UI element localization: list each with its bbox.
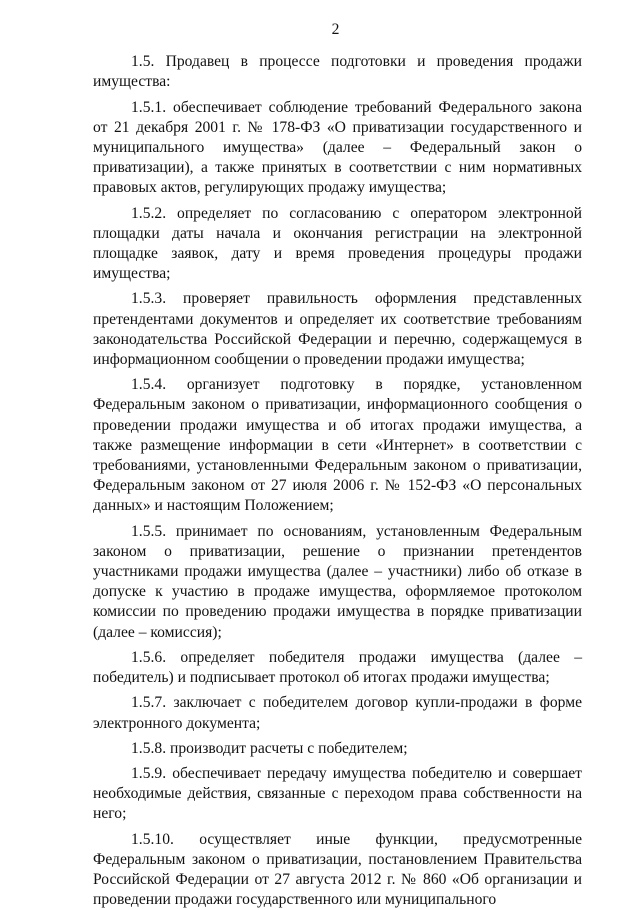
paragraph-1-5-4: 1.5.4. организует подготовку в порядке, установленном Федеральным законом о приватизации, информационного сообщения о проведении продажи имущества и об итогах продажи имущества, а также размещение информации в сети «Интернет» в соответствии с требованиями, установленными Федеральным законом о приватизации, Федеральным законом от 27 июля 2006 г. № 152-ФЗ «О персональных данных» и настоящим Положением; [93, 376, 582, 515]
paragraph-1-5-9: 1.5.9. обеспечивает передачу имущества победителю и совершает необходимые действия, связанные с переходом права собственности на него; [93, 764, 582, 823]
page-number: 2 [331, 21, 340, 38]
paragraph-1-5-1: 1.5.1. обеспечивает соблюдение требований Федерального закона от 21 декабря 2001 г. № 178-ФЗ «О приватизации государственного и муниципального имущества» (далее – Федеральный закон о приватизации), а также принятых в соответствии с ним нормативных правовых актов, регулирующих продажу имущества; [93, 98, 582, 197]
paragraph-1-5: 1.5. Продавец в процессе подготовки и проведения продажи имущества: [93, 53, 582, 91]
paragraph-1-5-5: 1.5.5. принимает по основаниям, установленным Федеральным законом о приватизации, решение о признании претендентов участниками продажи имущества (далее – участники) либо об отказе в допуске к участию в продаже имущества, оформляемое протоколом комиссии по проведению продажи имущества в порядке приватизации (далее – комиссия); [93, 522, 582, 641]
paragraph-1-5-10: 1.5.10. осуществляет иные функции, предусмотренные Федеральным законом о приватизации, постановлением Правительства Российской Федерации от 27 августа 2012 г. № 860 «Об организации и проведении продажи государственного или муниципального [93, 830, 582, 909]
paragraph-1-5-6: 1.5.6. определяет победителя продажи имущества (далее – победитель) и подписывает протокол об итогах продажи имущества; [93, 648, 582, 687]
paragraph-1-5-8: 1.5.8. производит расчеты с победителем; [131, 739, 408, 757]
paragraph-1-5-3: 1.5.3. проверяет правильность оформления представленных претендентами документов и определяет их соответствие требованиям законодательства Российской Федерации и перечню, содержащемуся в информационном сообщении о проведении продажи имущества; [93, 290, 582, 369]
paragraph-1-5-2: 1.5.2. определяет по согласованию с оператором электронной площадки даты начала и окончания регистрации на электронной площадке заявок, дату и время проведения процедуры продажи имущества; [93, 204, 582, 283]
paragraph-1-5-7: 1.5.7. заключает с победителем договор купли-продажи в форме электронного документа; [93, 694, 582, 732]
